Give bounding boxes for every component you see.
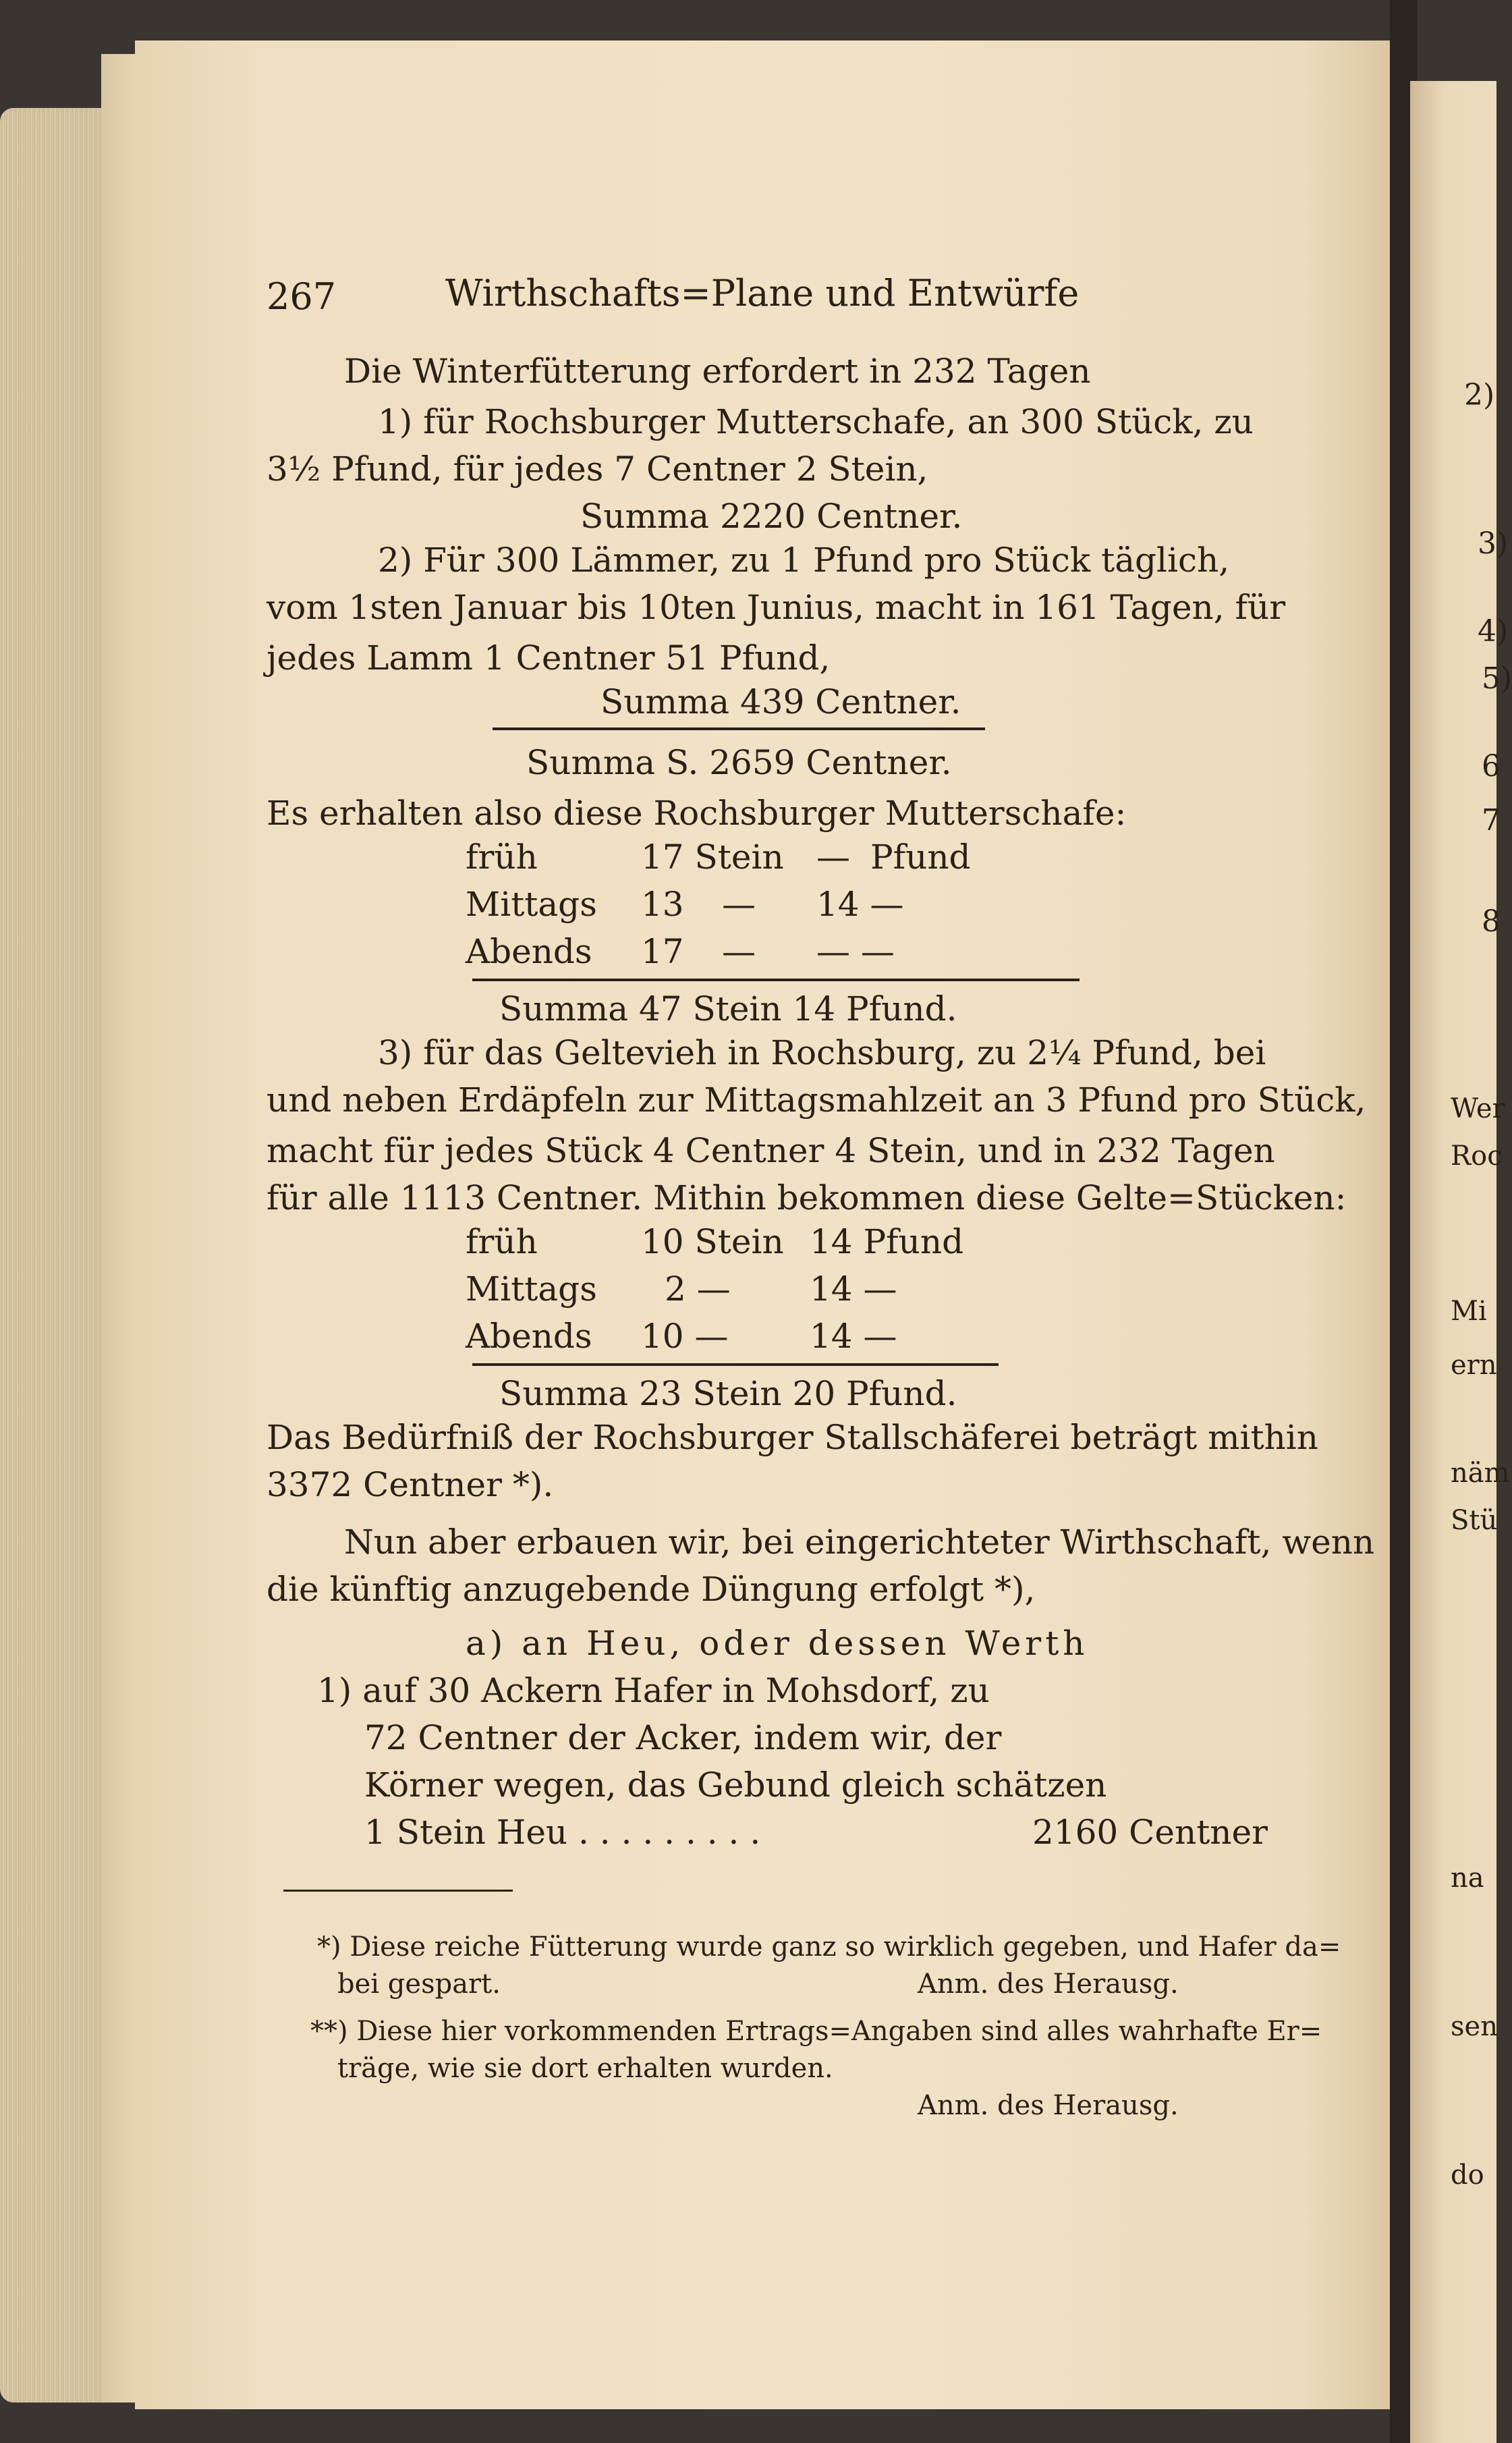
section-a-heading: a) an Heu, oder dessen Werth	[466, 1624, 1089, 1663]
table1-row1-dash: —	[816, 838, 850, 877]
table1-rule	[472, 979, 1080, 981]
intro-line: Die Winterfütterung erfordert in 232 Tagen	[344, 352, 1091, 391]
list1-line-b: 72 Centner der Acker, indem wir, der	[364, 1718, 1002, 1757]
item3-line-d: für alle 1113 Centner. Mithin bekommen diese Gelte=Stücken:	[267, 1178, 1347, 1217]
next-page-fragment: na	[1451, 1863, 1484, 1894]
item1-summa: Summa 2220 Centner.	[580, 497, 963, 536]
item2-summa: Summa 439 Centner.	[600, 682, 961, 721]
next-page-fragment: 2)	[1464, 378, 1495, 412]
item2-line-c: jedes Lamm 1 Centner 51 Pfund,	[267, 638, 831, 678]
table2-row1-stein: 10 Stein	[641, 1222, 784, 1261]
sum-rule	[493, 728, 985, 730]
list1-line-a: 1) auf 30 Ackern Hafer in Mohsdorf, zu	[317, 1671, 990, 1710]
table2-summa: Summa 23 Stein 20 Pfund.	[499, 1374, 957, 1413]
item1-line-b: 3½ Pfund, für jedes 7 Centner 2 Stein,	[267, 449, 928, 489]
table2-row2-pfund: 14 —	[810, 1269, 897, 1309]
table1-row3-dash: —	[722, 932, 756, 971]
next-page-fragment: sen	[1451, 2011, 1498, 2042]
table2-row2-stein: 2 —	[665, 1269, 731, 1309]
item3-line-c: macht für jedes Stück 4 Centner 4 Stein, und in 232 Tagen	[267, 1131, 1275, 1170]
table1-row3-label: Abends	[466, 932, 592, 971]
item3-line-a: 3) für das Geltevieh in Rochsburg, zu 2¼ Pfund, bei	[378, 1033, 1266, 1072]
item3-line-b: und neben Erdäpfeln zur Mittagsmahlzeit an 3 Pfund pro Stück,	[267, 1080, 1366, 1120]
next-page-fragment: 7	[1482, 803, 1501, 838]
table1-row3-pfund: — —	[816, 932, 895, 971]
nun-line-a: Nun aber erbauen wir, bei eingerichteter Wirthschaft, wenn	[344, 1522, 1375, 1562]
item1-line-a: 1) für Rochsburger Mutterschafe, an 300 Stück, zu	[378, 402, 1254, 441]
table2-rule	[472, 1363, 999, 1366]
next-page-edge	[1410, 81, 1512, 2443]
next-page-fragment: Mi	[1451, 1296, 1487, 1327]
footnote-2-note: Anm. des Herausg.	[918, 2090, 1179, 2121]
bedarf-line-b: 3372 Centner *).	[267, 1465, 554, 1504]
table1-row3-stein: 17	[641, 932, 684, 971]
list1-line-c: Körner wegen, das Gebund gleich schätzen	[364, 1765, 1107, 1805]
table1-row1-label: früh	[466, 838, 538, 877]
next-page-fragment: näm	[1451, 1458, 1510, 1489]
table2-row3-stein: 10 —	[641, 1317, 729, 1356]
table1-summa: Summa 47 Stein 14 Pfund.	[499, 989, 957, 1028]
next-page-fragment: 4)	[1478, 614, 1509, 649]
footnote-2-line-a: **) Diese hier vorkommenden Ertrags=Angaben sind alles wahrhafte Er=	[310, 2016, 1322, 2047]
table2-row3-pfund: 14 —	[810, 1317, 897, 1356]
es-erhalten-line: Es erhalten also diese Rochsburger Mutterschafe:	[267, 794, 1127, 833]
running-title: Wirthschafts=Plane und Entwürfe	[445, 272, 1080, 314]
list1-line-d-right: 2160 Centner	[1032, 1813, 1268, 1852]
table2-row1-pfund: 14 Pfund	[810, 1222, 964, 1261]
bedarf-line-a: Das Bedürfniß der Rochsburger Stallschäferei beträgt mithin	[267, 1418, 1318, 1457]
table1-row2-pfund: 14 —	[816, 885, 904, 924]
next-page-fragment: 3)	[1478, 526, 1509, 561]
table2-row2-label: Mittags	[466, 1269, 597, 1309]
table2-row3-label: Abends	[466, 1317, 592, 1356]
footnote-1-line-b: bei gespart.	[337, 1969, 501, 2000]
next-page-fragment: 6	[1482, 749, 1501, 784]
next-page-fragment: do	[1451, 2160, 1484, 2191]
footnote-2-line-b: träge, wie sie dort erhalten wurden.	[337, 2053, 833, 2084]
list1-line-d-left: 1 Stein Heu . . . . . . . . .	[364, 1813, 761, 1852]
table1-row2-stein: 13	[641, 885, 684, 924]
table1-row1-stein: 17 Stein	[641, 838, 784, 877]
footnote-1-note: Anm. des Herausg.	[918, 1969, 1179, 2000]
next-page-fragment: Roc	[1451, 1141, 1503, 1172]
table2-row1-label: früh	[466, 1222, 538, 1261]
next-page-fragment: 5)	[1482, 661, 1512, 696]
table1-row2-label: Mittags	[466, 885, 597, 924]
next-page-fragment: ern	[1451, 1350, 1497, 1381]
table1-row2-dash: —	[722, 885, 756, 924]
next-page-fragment: Stü	[1451, 1505, 1498, 1536]
nun-line-b: die künftig anzugebende Düngung erfolgt *),	[267, 1570, 1036, 1609]
footnote-1-line-a: *) Diese reiche Fütterung wurde ganz so wirklich gegeben, und Hafer da=	[317, 1931, 1341, 1962]
total-summa: Summa S. 2659 Centner.	[526, 743, 952, 782]
next-page-fragment: 8	[1482, 904, 1501, 939]
item2-line-b: vom 1sten Januar bis 10ten Junius, macht in 161 Tagen, für	[267, 588, 1286, 627]
page-number: 267	[267, 275, 337, 318]
item2-line-a: 2) Für 300 Lämmer, zu 1 Pfund pro Stück täglich,	[378, 541, 1230, 580]
next-page-fragment: Wer	[1451, 1093, 1505, 1124]
footnote-rule	[283, 1890, 513, 1892]
table1-row1-pfund: Pfund	[870, 838, 971, 877]
page-edges-left	[0, 108, 101, 2403]
